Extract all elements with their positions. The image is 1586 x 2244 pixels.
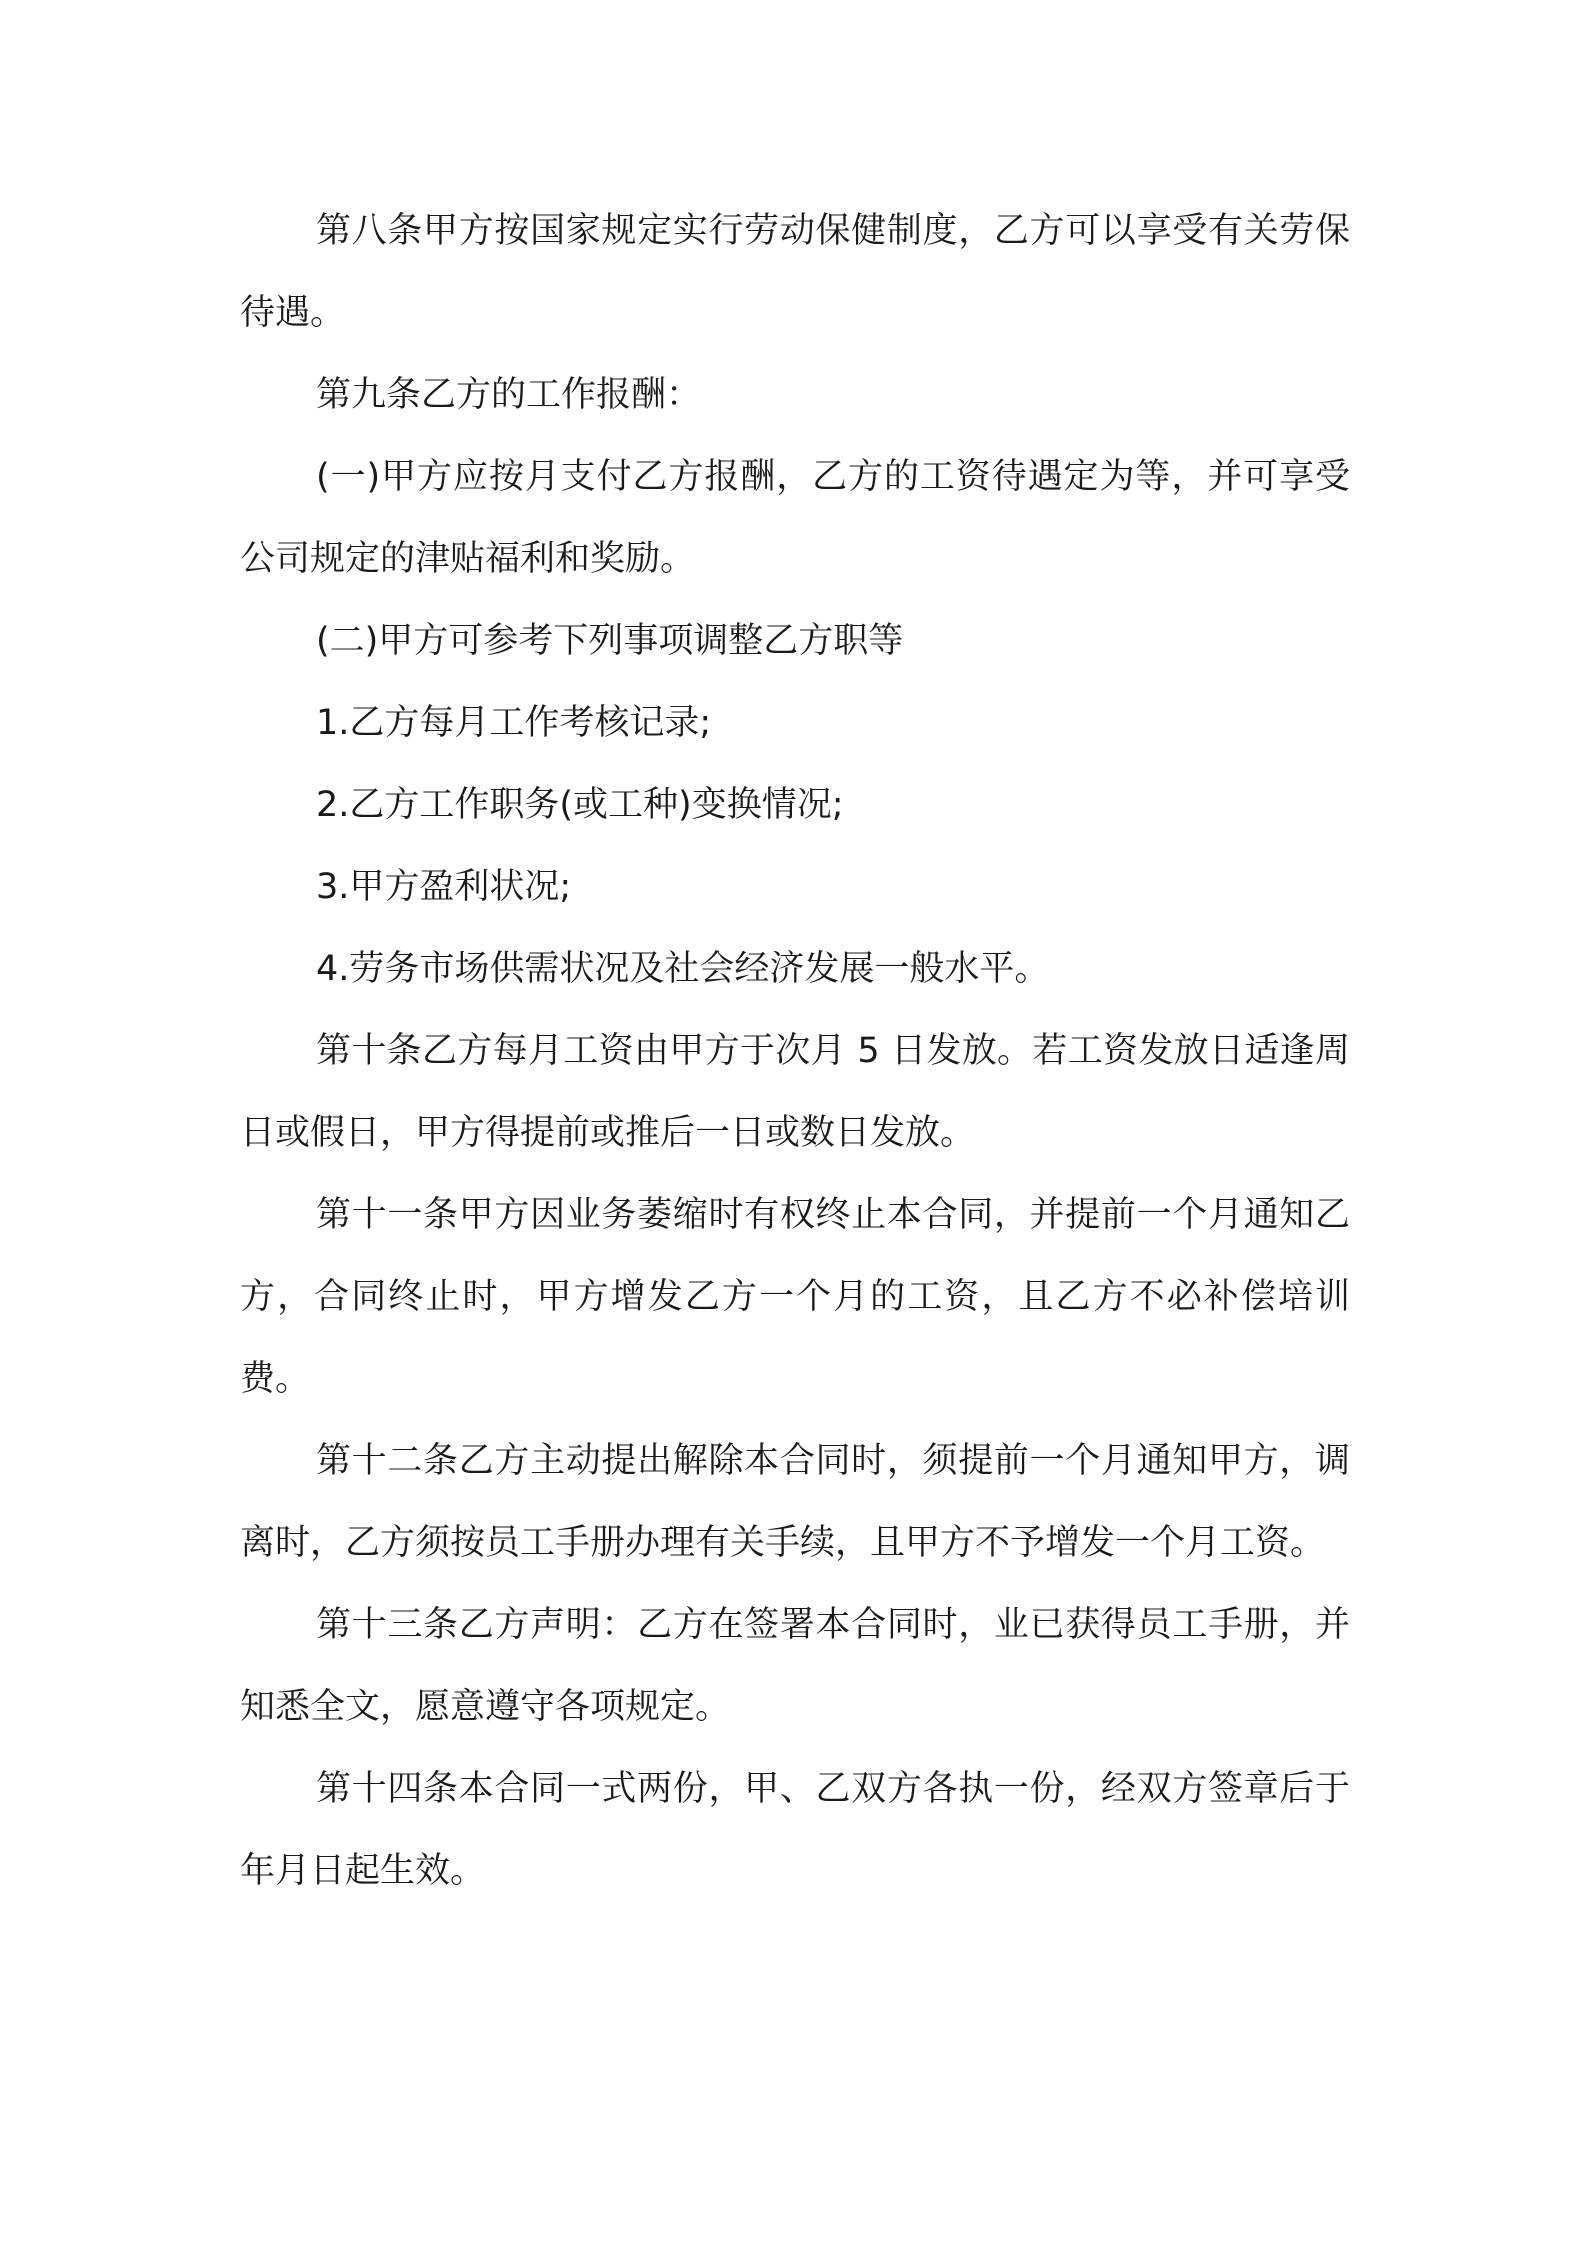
list-item-2: 2.乙方工作职务(或工种)变换情况; xyxy=(316,785,844,825)
list-item-3: 3.甲方盈利状况; xyxy=(316,867,572,907)
paragraph-article-14: 第十四条本合同一式两份，甲、乙双方各执一份，经双方签章后于年月日起生效。 xyxy=(240,1769,1350,1891)
paragraph-article-9-item-1: (一)甲方应按月支付乙方报酬，乙方的工资待遇定为等，并可享受公司规定的津贴福利和奖励。 xyxy=(240,457,1350,579)
paragraph-article-13: 第十三条乙方声明：乙方在签署本合同时，业已获得员工手册，并知悉全文，愿意遵守各项规定。 xyxy=(240,1605,1350,1727)
document-body xyxy=(240,190,1350,1912)
paragraph-article-9: 第九条乙方的工作报酬： xyxy=(316,375,702,415)
paragraph-article-10: 第十条乙方每月工资由甲方于次月 5 日发放。若工资发放日适逢周日或假日，甲方得提前或推后一日或数日发放。 xyxy=(240,1031,1350,1153)
paragraph-article-12: 第十二条乙方主动提出解除本合同时，须提前一个月通知甲方，调离时，乙方须按员工手册办理有关手续，且甲方不予增发一个月工资。 xyxy=(240,1441,1350,1563)
list-item-1: 1.乙方每月工作考核记录; xyxy=(316,703,712,743)
paragraph-article-11: 第十一条甲方因业务萎缩时有权终止本合同，并提前一个月通知乙方，合同终止时，甲方增发乙方一个月的工资，且乙方不必补偿培训费。 xyxy=(240,1195,1350,1399)
list-item-4: 4.劳务市场供需状况及社会经济发展一般水平。 xyxy=(316,949,1050,989)
paragraph-article-8: 第八条甲方按国家规定实行劳动保健制度，乙方可以享受有关劳保待遇。 xyxy=(240,211,1350,333)
paragraph-article-9-item-2: (二)甲方可参考下列事项调整乙方职等 xyxy=(316,621,904,661)
